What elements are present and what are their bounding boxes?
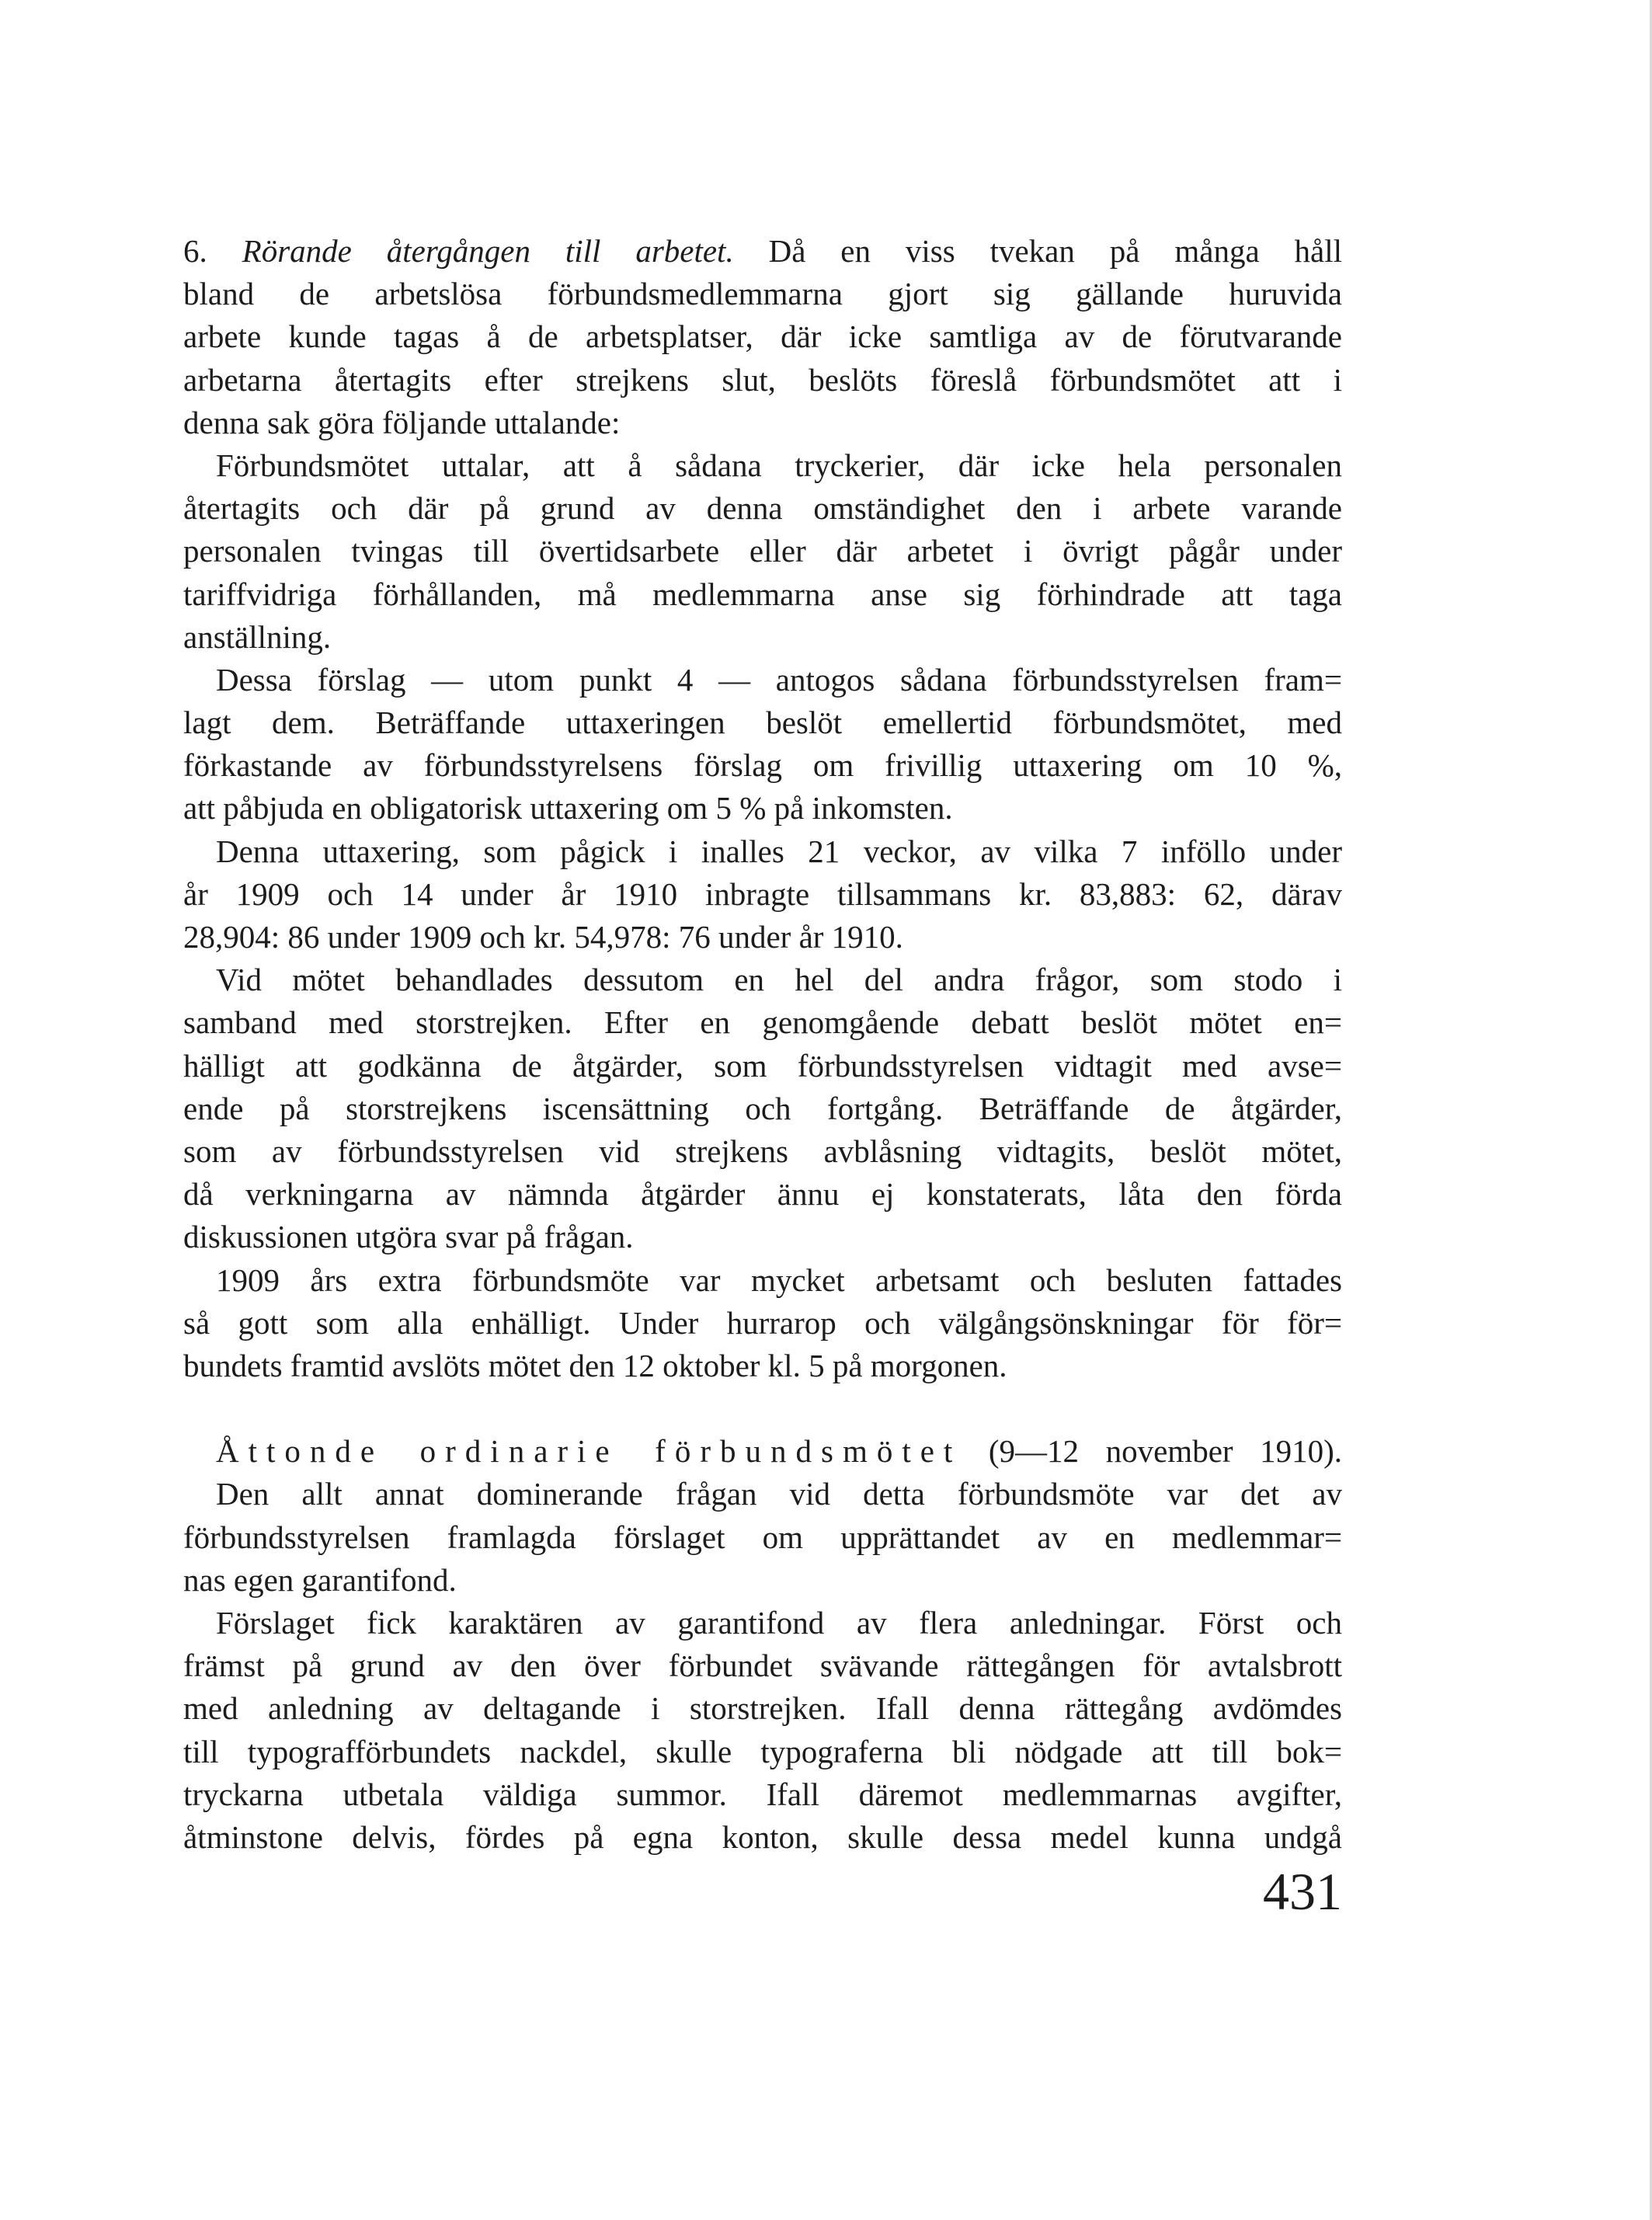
text-line: arbetarna återtagits efter strejkens slut, beslöts föreslå förbundsmötet att i: [183, 361, 1342, 398]
page-number: 431: [1263, 1862, 1342, 1921]
text-line: Vid mötet behandlades dessutom en hel del andra frågor, som stodo i: [216, 962, 1342, 998]
section-gap: [183, 1387, 1342, 1430]
text-line: bundets framtid avslöts mötet den 12 oktober kl. 5 på morgonen.: [183, 1347, 1007, 1383]
text-line: förkastande av förbundsstyrelsens förslag om frivillig uttaxering om 10 %,: [183, 747, 1342, 784]
text-line: Förslaget fick karaktären av garantifond av flera anledningar. Först och: [216, 1605, 1342, 1641]
text-line: tryckarna utbetala väldiga summor. Ifall däremot medlemmarnas avgifter,: [183, 1776, 1342, 1812]
text-line: förbundsstyrelsen framlagda förslaget om upprättandet av en medlemmar=: [183, 1519, 1342, 1555]
section-heading: Rörande återgången till arbetet.: [242, 233, 734, 269]
text-line: diskussionen utgöra svar på frågan.: [183, 1219, 634, 1255]
text-line: anställning.: [183, 618, 332, 655]
section-number: 6.: [183, 233, 207, 269]
text-line: Den allt annat dominerande frågan vid detta förbundsmöte var det av: [216, 1476, 1342, 1512]
text-line: bland de arbetslösa förbundsmedlemmarna gjort sig gällande huruvida: [183, 276, 1342, 312]
text-line: lagt dem. Beträffande uttaxeringen beslöt emellertid förbundsmötet, med: [183, 705, 1342, 741]
text-line: hälligt att godkänna de åtgärder, som förbundsstyrelsen vidtagit med avse=: [183, 1047, 1342, 1084]
text-line: år 1909 och 14 under år 1910 inbragte tillsammans kr. 83,883: 62, därav: [183, 875, 1342, 912]
text-line: åtminstone delvis, fördes på egna konton, skulle dessa medel kunna undgå: [183, 1818, 1342, 1855]
text-line: Förbundsmötet uttalar, att å sådana tryckerier, där icke hela personalen: [216, 447, 1342, 483]
text-line: till typografförbundets nackdel, skulle typograferna bli nödgade att till bok=: [183, 1733, 1342, 1769]
text-line: 1909 års extra förbundsmöte var mycket arbetsamt och besluten fattades: [216, 1261, 1342, 1298]
text-line: denna sak göra följande uttalande:: [183, 404, 621, 440]
text-line: personalen tvingas till övertidsarbete eller där arbetet i övrigt pågår under: [183, 533, 1342, 569]
text-line: Dessa förslag — utom punkt 4 — antogos sådana förbundsstyrelsen fram=: [216, 661, 1342, 698]
meeting-heading: Åttonde ordinarie förbundsmötet: [216, 1433, 962, 1470]
text-line: Denna uttaxering, som pågick i inalles 21 veckor, av vilka 7 inföllo under: [216, 833, 1342, 869]
text-line: återtagits och där på grund av denna omständighet den i arbete varande: [183, 490, 1342, 527]
text-line: nas egen garantifond.: [183, 1561, 457, 1598]
document-body: [183, 230, 1342, 1859]
text-line: så gott som alla enhälligt. Under hurrarop och välgångsönskningar för för=: [183, 1304, 1342, 1341]
text-line: som av förbundsstyrelsen vid strejkens avblåsning vidtagits, beslöt mötet,: [183, 1133, 1342, 1169]
text-line: att påbjuda en obligatorisk uttaxering om 5 % på inkomsten.: [183, 790, 953, 826]
text-line: ende på storstrejkens iscensättning och fortgång. Beträffande de åtgärder,: [183, 1090, 1342, 1126]
text-line: samband med storstrejken. Efter en genomgående debatt beslöt mötet en=: [183, 1004, 1342, 1041]
text-line: tariffvidriga förhållanden, må medlemmarna anse sig förhindrade att taga: [183, 576, 1342, 612]
text-line: arbete kunde tagas å de arbetsplatser, där icke samtliga av de förutvarande: [183, 318, 1342, 355]
text-line: främst på grund av den över förbundet svävande rättegången för avtalsbrott: [183, 1648, 1342, 1684]
text-line: då verkningarna av nämnda åtgärder ännu ej konstaterats, låta den förda: [183, 1176, 1342, 1213]
text-line: 6. Rörande återgången till arbetet. Då en viss tvekan på många håll: [183, 233, 1343, 269]
text-line: 28,904: 86 under 1909 och kr. 54,978: 76 under år 1910.: [183, 919, 903, 955]
text-line: med anledning av deltagande i storstrejken. Ifall denna rättegång avdömdes: [183, 1690, 1342, 1727]
text-line: Åttonde ordinarie förbundsmötet (9—12 november 1910).: [216, 1433, 1342, 1470]
